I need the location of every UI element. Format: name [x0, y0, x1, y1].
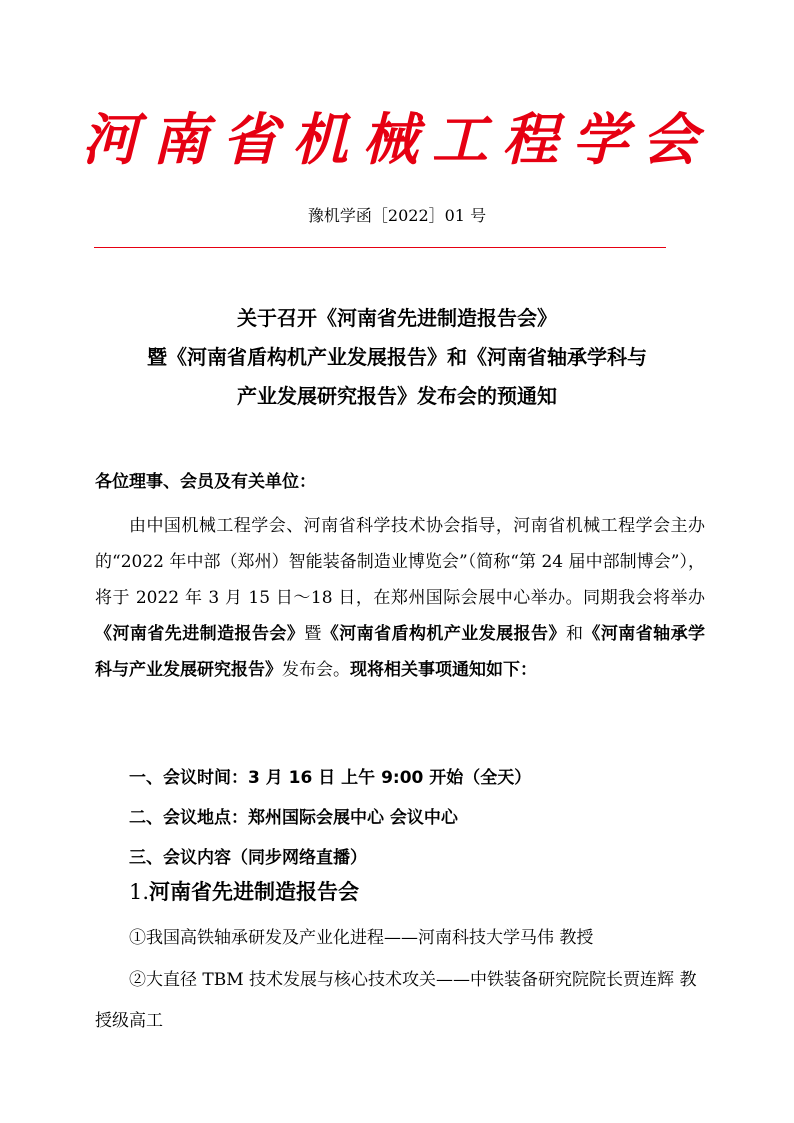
meeting-location-item: 二、会议地点：郑州国际会展中心 会议中心 [129, 808, 458, 828]
bearing-report-name: 《河南省轴承学科与产业发展研究报告》 [95, 624, 706, 680]
report-meeting-name: 《河南省先进制造报告会》 [95, 624, 305, 644]
notice-lead-in: 现将相关事项通知如下： [350, 660, 537, 680]
notice-title-line-3: 产业发展研究报告》发布会的预通知 [237, 384, 557, 408]
notice-title [80, 299, 714, 416]
notice-title-line-2: 暨《河南省盾构机产业发展报告》和《河南省轴承学科与 [147, 345, 647, 369]
paragraph-text-3: 和 [565, 624, 584, 644]
talk-1: ①我国高铁轴承研发及产业化进程——河南科技大学马伟 教授 [129, 928, 594, 948]
salutation: 各位理事、会员及有关单位： [95, 472, 316, 492]
organization-title: 河南省机械工程学会 [82, 107, 712, 173]
paragraph-text-4: 发布会。 [282, 660, 350, 680]
intro-paragraph [95, 508, 705, 688]
meeting-time-item: 一、会议时间：3 月 16 日 上午 9:00 开始（全天） [129, 768, 532, 788]
document-number: 豫机学函［2022］01 号 [307, 206, 487, 225]
section-1-title: 河南省先进制造报告会 [149, 880, 360, 904]
section-1-number: 1. [129, 880, 150, 904]
red-divider-line [94, 247, 666, 248]
shield-machine-report-name: 《河南省盾构机产业发展报告》 [321, 624, 566, 644]
meeting-content-item: 三、会议内容（同步网络直播） [129, 848, 367, 868]
paragraph-text-1: 由中国机械工程学会、河南省科学技术协会指导，河南省机械工程学会主办的“2022 年中部（郑州）智能装备制造业博览会”（简称“第 24 届中部制博会”），将于 2022 年 3 月 15 日～18 日，在郑州国际会展中心举办。同期我会将举办 [95, 516, 705, 608]
paragraph-text-2: 暨 [304, 624, 322, 644]
notice-title-line-1: 关于召开《河南省先进制造报告会》 [237, 306, 557, 330]
talk-2: ②大直径 TBM 技术发展与核心技术攻关——中铁装备研究院院长贾连辉 教授级高工 [95, 970, 697, 1031]
section-1-heading [129, 876, 359, 906]
